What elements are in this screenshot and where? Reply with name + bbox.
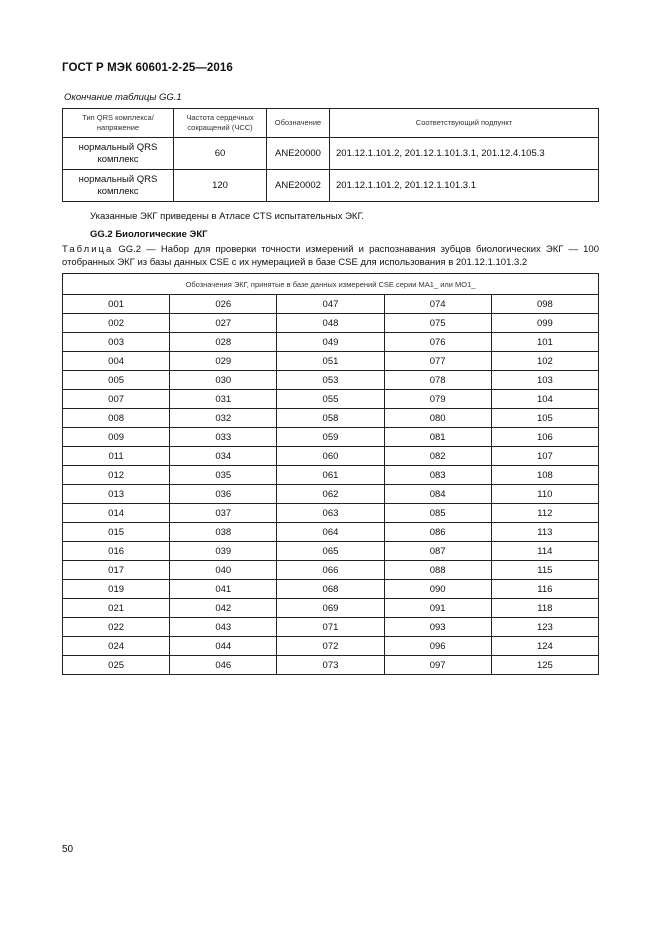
table-cell: 015: [63, 523, 170, 542]
table-cell: 061: [277, 466, 384, 485]
table-cell: 096: [384, 637, 491, 656]
table-cell: 005: [63, 371, 170, 390]
table-cell: 046: [170, 656, 277, 675]
table-cell: 014: [63, 504, 170, 523]
table-cell: 059: [277, 428, 384, 447]
table-row: [63, 409, 599, 428]
table-cell: 114: [491, 542, 598, 561]
table-cell: ANE20000: [267, 138, 330, 170]
table-cell: 074: [384, 295, 491, 314]
table2-caption-label: Таблица: [62, 244, 114, 255]
document-header-title: ГОСТ Р МЭК 60601-2-25—2016: [62, 62, 233, 74]
table-cell: 044: [170, 637, 277, 656]
table-row: [63, 333, 599, 352]
table-row: [63, 352, 599, 371]
table-cell: 088: [384, 561, 491, 580]
table-cell: 065: [277, 542, 384, 561]
table-cell: 027: [170, 314, 277, 333]
table-cell: 110: [491, 485, 598, 504]
table-cell: 003: [63, 333, 170, 352]
table-cell: 098: [491, 295, 598, 314]
table-cell: 107: [491, 447, 598, 466]
table-cell: 068: [277, 580, 384, 599]
table-cell: 106: [491, 428, 598, 447]
page-number: 50: [62, 844, 74, 855]
table-cell: 064: [277, 523, 384, 542]
table-cell: 038: [170, 523, 277, 542]
table-row: [63, 295, 599, 314]
table-cell: 116: [491, 580, 598, 599]
table-row: [63, 523, 599, 542]
table-row: [63, 656, 599, 675]
table-cell: ANE20002: [267, 170, 330, 202]
table-cell: 001: [63, 295, 170, 314]
table-cell: 039: [170, 542, 277, 561]
table-cell: 102: [491, 352, 598, 371]
table-row: [63, 485, 599, 504]
table-cell: 036: [170, 485, 277, 504]
table-row: [63, 371, 599, 390]
table-cell: 071: [277, 618, 384, 637]
atlas-note: Указанные ЭКГ приведены в Атласе CTS испытательных ЭКГ.: [90, 211, 365, 222]
table-cell: 101: [491, 333, 598, 352]
table-cell: 009: [63, 428, 170, 447]
table-row: [63, 618, 599, 637]
table-cell: 104: [491, 390, 598, 409]
table-cell: 093: [384, 618, 491, 637]
table-cell: 028: [170, 333, 277, 352]
table-row: [63, 314, 599, 333]
table-row: [63, 390, 599, 409]
table1-header-designation: Обозначение: [267, 109, 330, 138]
table-cell: нормальный QRS комплекс: [63, 138, 174, 170]
table-row: [63, 447, 599, 466]
table-cell: 201.12.1.101.2, 201.12.1.101.3.1: [330, 170, 599, 202]
table-gg1-end: [62, 108, 599, 202]
table-row: [63, 466, 599, 485]
table-cell: 022: [63, 618, 170, 637]
table-cell: 004: [63, 352, 170, 371]
table2-header: Обозначения ЭКГ, принятые в базе данных измерений CSE серии MA1_ или MO1_: [63, 274, 599, 295]
table-cell: 041: [170, 580, 277, 599]
table-cell: 087: [384, 542, 491, 561]
table-row: [63, 599, 599, 618]
table-cell: 075: [384, 314, 491, 333]
table-cell: 063: [277, 504, 384, 523]
table-cell: 118: [491, 599, 598, 618]
table-cell: 032: [170, 409, 277, 428]
table-cell: 058: [277, 409, 384, 428]
table-row: [63, 428, 599, 447]
table-cell: 086: [384, 523, 491, 542]
table-cell: 091: [384, 599, 491, 618]
table-cell: 012: [63, 466, 170, 485]
table-cell: 011: [63, 447, 170, 466]
table-cell: 024: [63, 637, 170, 656]
table-row: [63, 637, 599, 656]
table1-header-heart-rate: Частота сердечных сокращений (ЧСС): [174, 109, 267, 138]
table-cell: 60: [174, 138, 267, 170]
table-cell: 060: [277, 447, 384, 466]
table1-header-subclause: Соответствующий подпункт: [330, 109, 599, 138]
table-cell: 029: [170, 352, 277, 371]
table-cell: 201.12.1.101.2, 201.12.1.101.3.1, 201.12.4.105.3: [330, 138, 599, 170]
table-cell: 030: [170, 371, 277, 390]
table-cell: 048: [277, 314, 384, 333]
table-cell: 090: [384, 580, 491, 599]
table-cell: 042: [170, 599, 277, 618]
table-cell: 025: [63, 656, 170, 675]
table-row: [63, 561, 599, 580]
table-cell: 097: [384, 656, 491, 675]
table2-header-row: [63, 274, 599, 295]
table-row: [63, 138, 599, 170]
table2-caption-text: GG.2 — Набор для проверки точности измерений и распознавания зубцов биологических ЭКГ — 100 отобранных ЭКГ из базы данных CSE с их нумерацией в базе CSE для использования в 201.12.1.101.3.2: [62, 244, 599, 268]
table-cell: 047: [277, 295, 384, 314]
table-cell: 007: [63, 390, 170, 409]
table-cell: 085: [384, 504, 491, 523]
table-cell: 017: [63, 561, 170, 580]
table-cell: 033: [170, 428, 277, 447]
table-cell: 040: [170, 561, 277, 580]
table-cell: 124: [491, 637, 598, 656]
table-cell: 021: [63, 599, 170, 618]
table-cell: 019: [63, 580, 170, 599]
section-title: GG.2 Биологические ЭКГ: [90, 229, 208, 240]
table-cell: 008: [63, 409, 170, 428]
table-cell: 073: [277, 656, 384, 675]
table-cell: 002: [63, 314, 170, 333]
table-cell: 037: [170, 504, 277, 523]
table-cell: 083: [384, 466, 491, 485]
table-cell: 077: [384, 352, 491, 371]
table-cell: 115: [491, 561, 598, 580]
table-cell: 108: [491, 466, 598, 485]
table-row: [63, 504, 599, 523]
table-cell: 076: [384, 333, 491, 352]
table-cell: 112: [491, 504, 598, 523]
table-cell: 053: [277, 371, 384, 390]
table-row: [63, 542, 599, 561]
table-cell: 062: [277, 485, 384, 504]
table-cell: 123: [491, 618, 598, 637]
table-cell: 051: [277, 352, 384, 371]
table-cell: 078: [384, 371, 491, 390]
table-cell: 105: [491, 409, 598, 428]
table-cell: 049: [277, 333, 384, 352]
table-cell: 120: [174, 170, 267, 202]
table-cell: 081: [384, 428, 491, 447]
table-cell: 072: [277, 637, 384, 656]
table-cell: 035: [170, 466, 277, 485]
table1-caption: Окончание таблицы GG.1: [64, 92, 182, 103]
table-cell: 016: [63, 542, 170, 561]
table-cell: 043: [170, 618, 277, 637]
table-cell: 099: [491, 314, 598, 333]
table-row: [63, 170, 599, 202]
table2-caption: [62, 243, 599, 269]
table-row: [63, 580, 599, 599]
table-cell: 013: [63, 485, 170, 504]
table-cell: 026: [170, 295, 277, 314]
table-cell: нормальный QRS комплекс: [63, 170, 174, 202]
table-cell: 113: [491, 523, 598, 542]
table-cell: 080: [384, 409, 491, 428]
table1-header-row: [63, 109, 599, 138]
table1-header-qrs-type: Тип QRS комплекса/ напряжение: [63, 109, 174, 138]
table-gg2: [62, 273, 599, 675]
table-cell: 055: [277, 390, 384, 409]
table-cell: 031: [170, 390, 277, 409]
table-cell: 103: [491, 371, 598, 390]
table-cell: 069: [277, 599, 384, 618]
table-cell: 079: [384, 390, 491, 409]
table-cell: 034: [170, 447, 277, 466]
table-cell: 082: [384, 447, 491, 466]
table-cell: 066: [277, 561, 384, 580]
table-cell: 084: [384, 485, 491, 504]
table-cell: 125: [491, 656, 598, 675]
